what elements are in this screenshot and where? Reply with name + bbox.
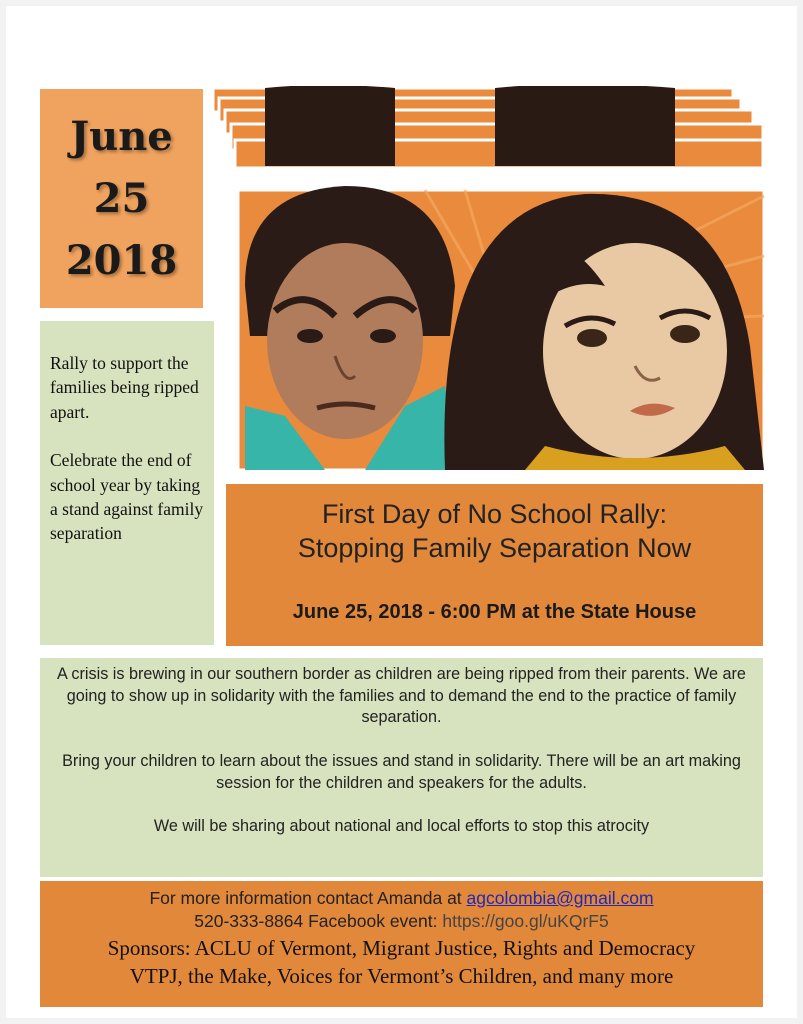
contact-box	[40, 881, 763, 1007]
event-date-location: June 25, 2018 - 6:00 PM at the State House	[292, 601, 697, 623]
artwork-icon	[205, 86, 765, 472]
phone-prefix: 520-333-8864 Facebook event:	[194, 911, 438, 931]
date-month: June	[70, 112, 173, 160]
sponsors-line1: Sponsors: ACLU of Vermont, Migrant Justice, Rights and Democracy	[107, 936, 696, 960]
description-bring-children: Bring your children to learn about the issues and stand in solidarity. There will be an art making session for the children and speakers for the adults.	[62, 752, 741, 792]
email-link[interactable]: agcolombia@gmail.com	[466, 888, 654, 908]
event-title	[226, 497, 763, 565]
date-box	[40, 89, 203, 308]
contact-prefix: For more information contact Amanda at	[149, 888, 462, 908]
side-paragraph-rally: Rally to support the families being ripped apart.	[50, 353, 199, 422]
contact-line	[40, 887, 763, 909]
phone-facebook-line	[40, 910, 763, 932]
event-title-line2: Stopping Family Separation Now	[297, 533, 692, 563]
children-portrait-artwork	[205, 86, 765, 472]
description-sharing: We will be sharing about national and local efforts to stop this atrocity	[153, 817, 650, 835]
event-title-line1: First Day of No School Rally:	[321, 499, 668, 529]
event-description-box	[40, 658, 763, 877]
side-info-box	[40, 321, 214, 645]
facebook-event-link[interactable]: https://goo.gl/uKQrF5	[442, 911, 609, 931]
date-year: 2018	[65, 236, 178, 284]
event-title-box	[226, 484, 763, 646]
sponsors-line2: VTPJ, the Make, Voices for Vermont’s Children, and many more	[129, 964, 674, 988]
side-paragraph-celebrate: Celebrate the end of school year by taking a stand against family separation	[50, 450, 204, 544]
side-text	[50, 351, 212, 570]
description-crisis: A crisis is brewing in our southern border as children are being ripped from their parents. We are going to show up in solidarity with the families and to demand the end to the practice of family separation.	[57, 665, 746, 727]
date-day: 25	[93, 174, 150, 222]
